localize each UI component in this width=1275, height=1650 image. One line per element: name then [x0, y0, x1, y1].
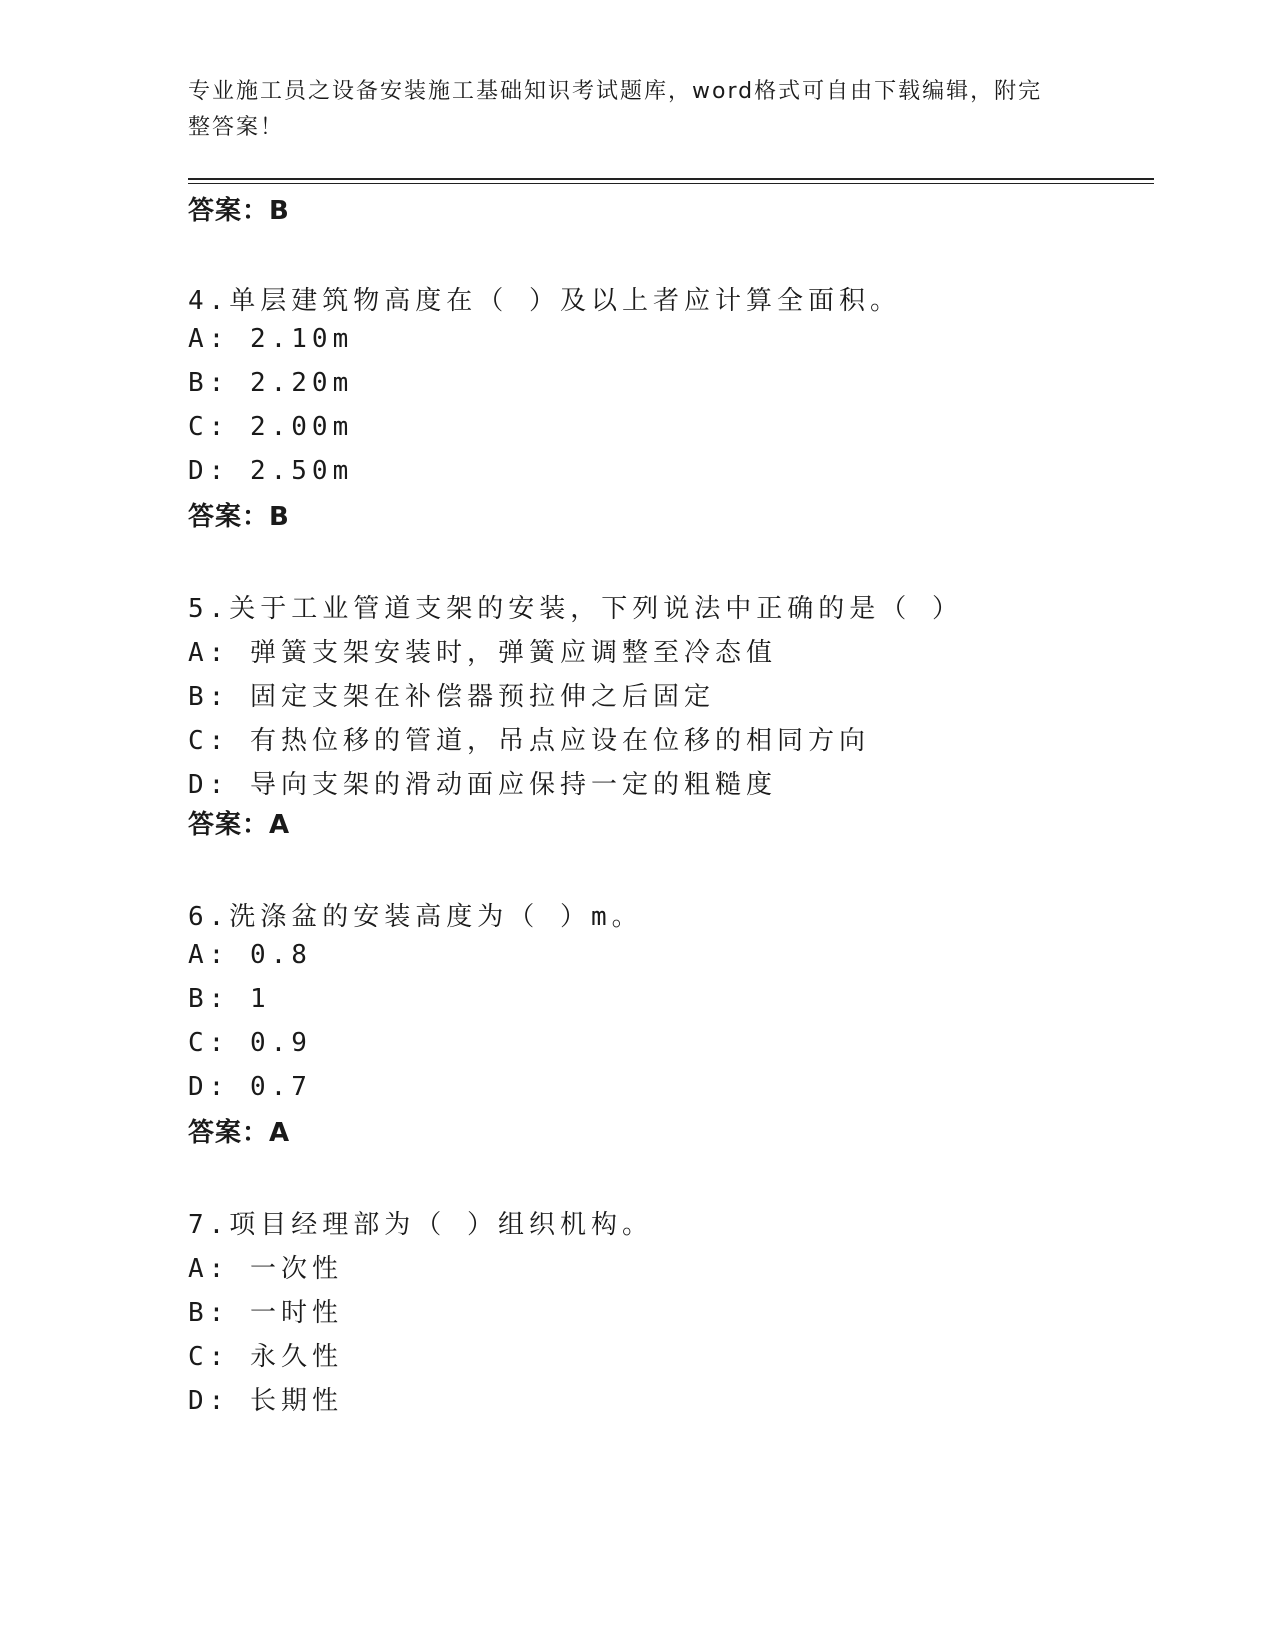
question-stem: 4.单层建筑物高度在（ ）及以上者应计算全面积。: [188, 286, 901, 316]
question-stem: 5.关于工业管道支架的安装，下列说法中正确的是（ ）: [188, 594, 963, 624]
question-stem: 6.洗涤盆的安装高度为（ ）m。: [188, 902, 643, 932]
option-c: C: 永久性: [188, 1342, 343, 1372]
option-b: B: 1: [188, 984, 271, 1014]
option-c: C: 2.00m: [188, 412, 354, 442]
option-b: B: 固定支架在补偿器预拉伸之后固定: [188, 682, 715, 712]
document-header: [188, 74, 1088, 146]
header-divider-thin: [188, 183, 1154, 184]
header-line-2: 整答案！: [188, 115, 285, 140]
option-d: D: 导向支架的滑动面应保持一定的粗糙度: [188, 770, 777, 800]
option-a: A: 2.10m: [188, 324, 354, 354]
option-a: A: 0.8: [188, 940, 312, 970]
answer: 答案：A: [188, 810, 291, 840]
answer: 答案：A: [188, 1118, 291, 1148]
option-c: C: 有热位移的管道，吊点应设在位移的相同方向: [188, 726, 870, 756]
option-a: A: 一次性: [188, 1254, 343, 1284]
header-divider-thick: [188, 178, 1154, 180]
option-d: D: 2.50m: [188, 456, 354, 486]
question-stem: 7.项目经理部为（ ）组织机构。: [188, 1210, 653, 1240]
option-a: A: 弹簧支架安装时，弹簧应调整至冷态值: [188, 638, 777, 668]
option-d: D: 长期性: [188, 1386, 343, 1416]
header-line-1: 专业施工员之设备安装施工基础知识考试题库，word格式可自由下载编辑，附完: [188, 79, 1043, 104]
answer-previous: 答案：B: [188, 196, 290, 226]
option-d: D: 0.7: [188, 1072, 312, 1102]
answer: 答案：B: [188, 502, 290, 532]
option-b: B: 一时性: [188, 1298, 343, 1328]
option-c: C: 0.9: [188, 1028, 312, 1058]
option-b: B: 2.20m: [188, 368, 354, 398]
